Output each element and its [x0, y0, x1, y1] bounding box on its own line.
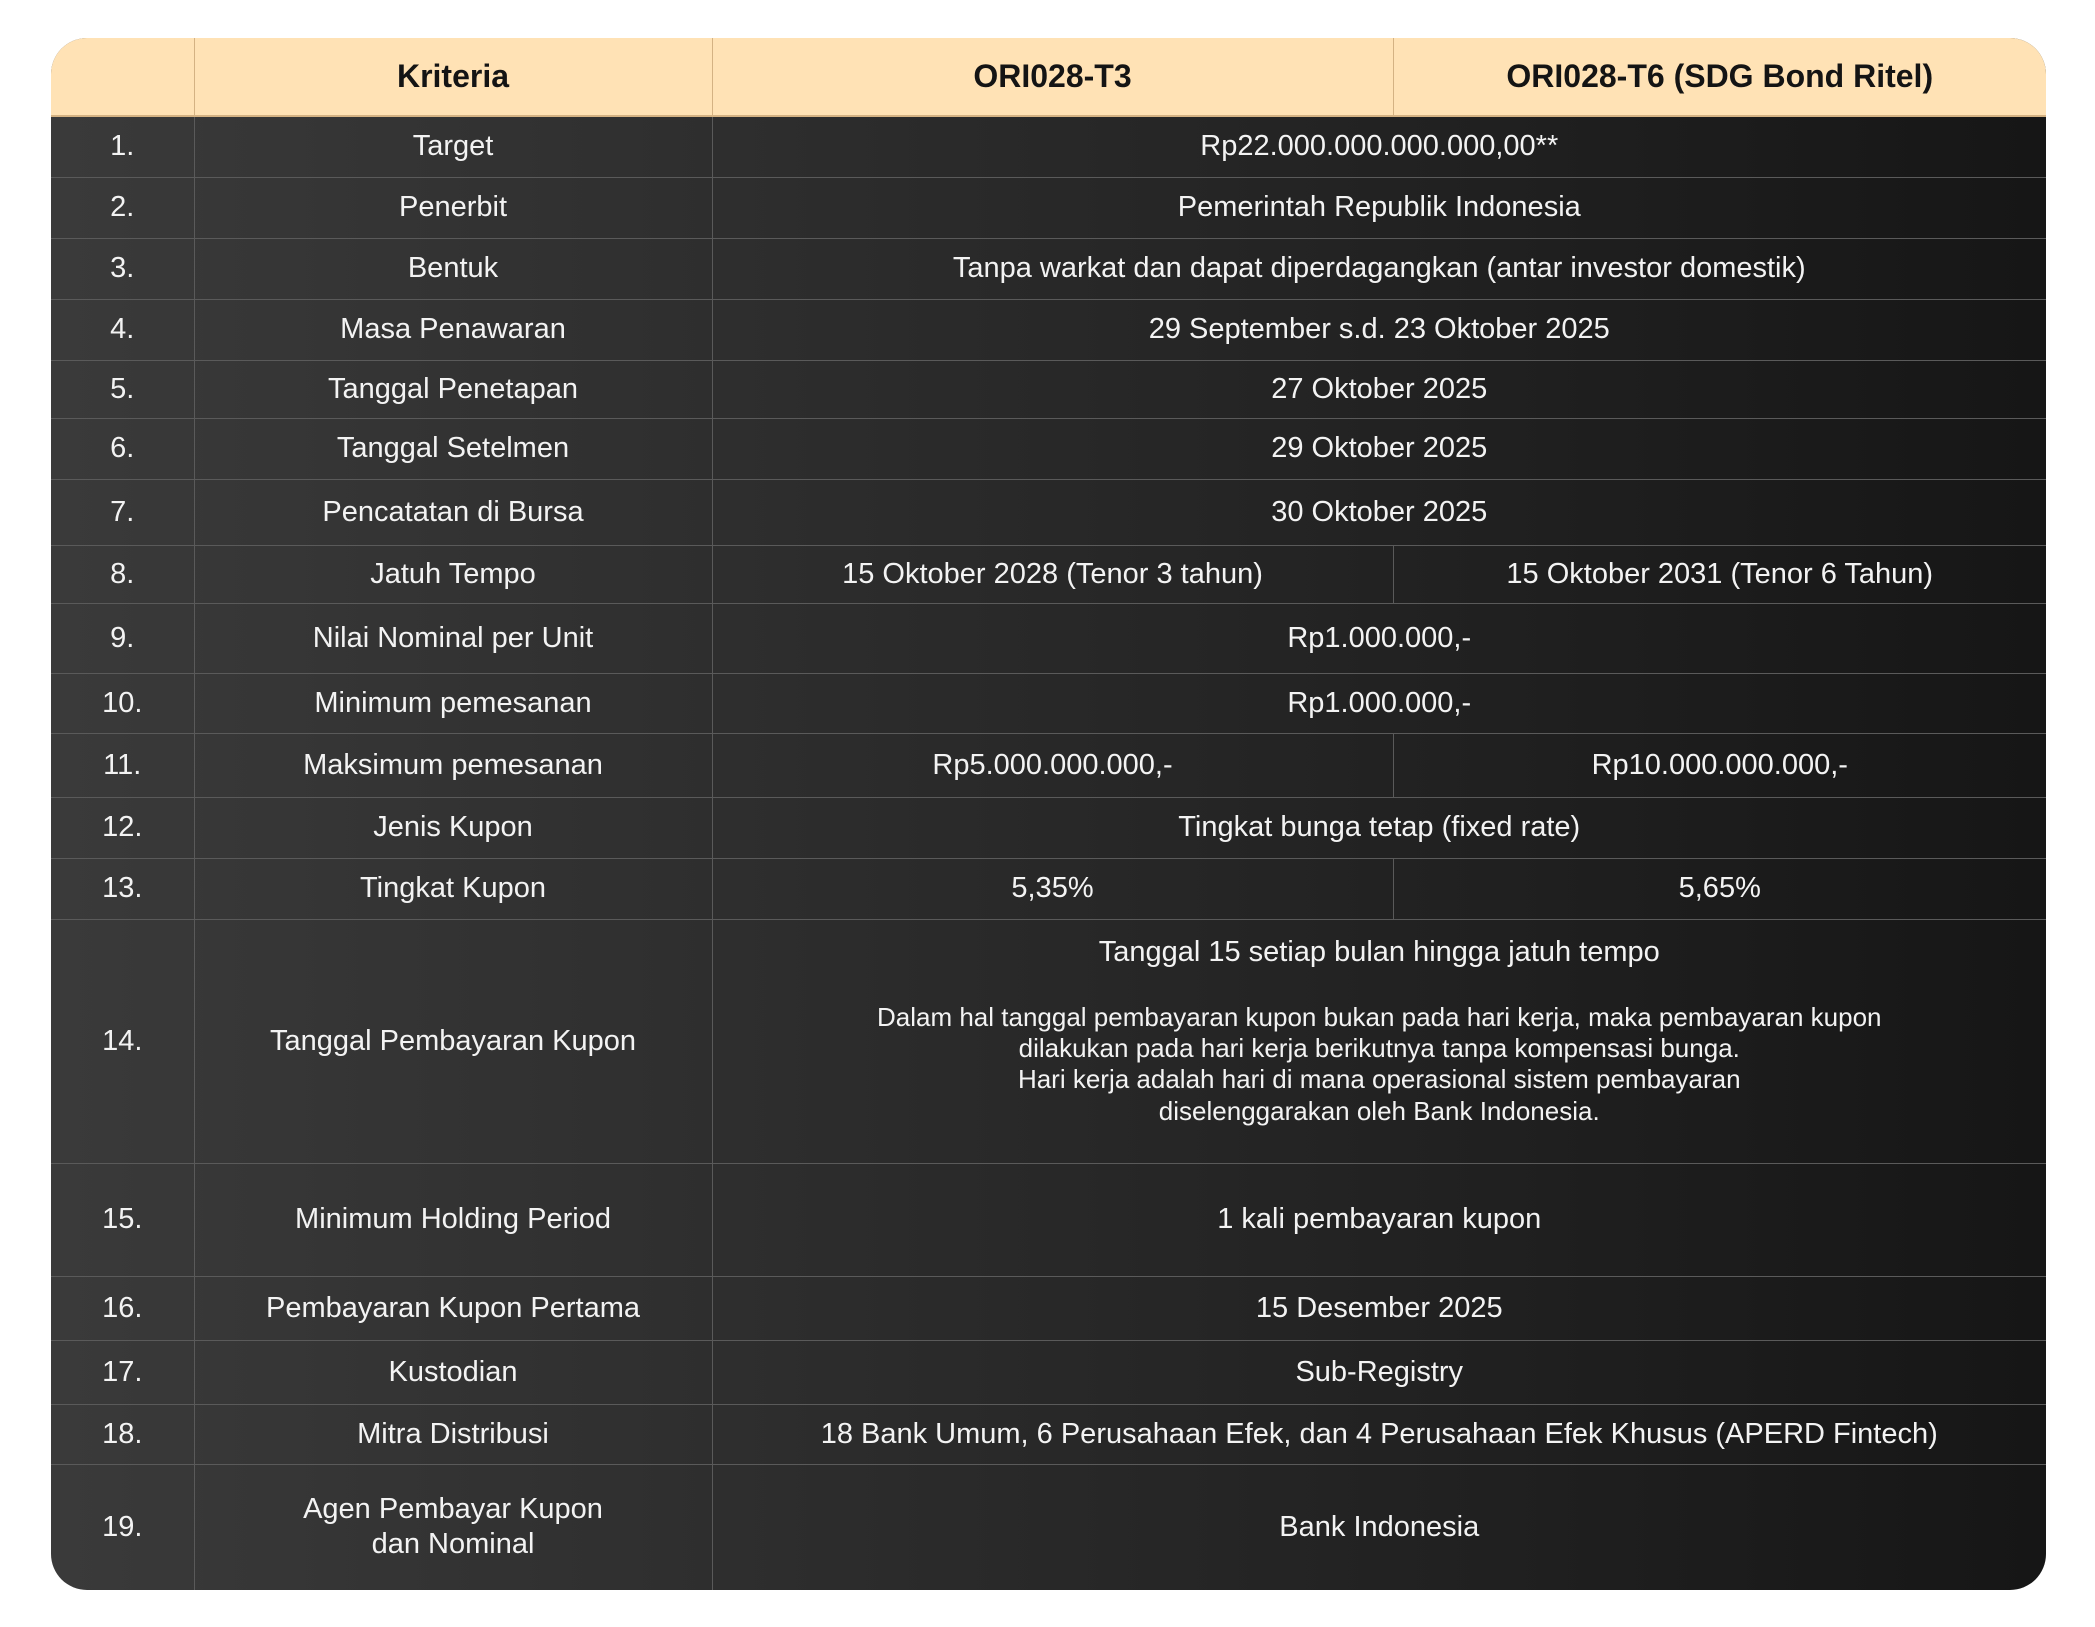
note-line: diselenggarakan oleh Bank Indonesia.: [1158, 1095, 1600, 1126]
row-label: Maksimum pemesanan: [194, 733, 712, 797]
row-value: 29 Oktober 2025: [712, 418, 2046, 479]
row-value-t6: 5,65%: [1393, 858, 2046, 919]
row-value-t6: Rp10.000.000.000,-: [1393, 733, 2046, 797]
header-ori028-t3: ORI028-T3: [712, 38, 1393, 116]
row-value: Tanggal 15 setiap bulan hingga jatuh tempo: [1098, 936, 1660, 969]
row-number: 8.: [51, 545, 194, 603]
row-number: 9.: [51, 603, 194, 673]
row-number: 15.: [51, 1163, 194, 1276]
table-row: [51, 1276, 2046, 1340]
row-number: 1.: [110, 130, 135, 163]
row-label: Tanggal Penetapan: [194, 360, 712, 418]
note-line: Dalam hal tanggal pembayaran kupon bukan pada hari kerja, maka pembayaran kupon: [876, 1002, 1882, 1033]
row-value-t3: 5,35%: [712, 858, 1393, 919]
table-row: [51, 360, 2046, 418]
row-number: 17.: [51, 1340, 194, 1404]
table-row: [51, 479, 2046, 545]
row-number: 3.: [51, 238, 194, 299]
row-value: Tingkat bunga tetap (fixed rate): [712, 797, 2046, 858]
row-label: Tingkat Kupon: [194, 858, 712, 919]
bond-spec-card: [51, 38, 2046, 1590]
row-label: Jatuh Tempo: [194, 545, 712, 603]
row-label: Jenis Kupon: [194, 797, 712, 858]
row-label: Penerbit: [194, 177, 712, 238]
row-value: 1 kali pembayaran kupon: [712, 1163, 2046, 1276]
row-number: 10.: [51, 673, 194, 733]
table-header-row: [51, 38, 2046, 116]
row-value: 27 Oktober 2025: [712, 360, 2046, 418]
row-number: 7.: [51, 479, 194, 545]
table-row: [51, 545, 2046, 603]
row-number: 6.: [51, 418, 194, 479]
table-row: [51, 177, 2046, 238]
table-row: [51, 238, 2046, 299]
row-value-t6: 15 Oktober 2031 (Tenor 6 Tahun): [1393, 545, 2046, 603]
row-number: 4.: [51, 299, 194, 360]
row-label: Target: [194, 116, 712, 177]
table-row: [51, 299, 2046, 360]
bond-spec-table: [51, 38, 2046, 1590]
row-label: Bentuk: [194, 238, 712, 299]
row-value: Pemerintah Republik Indonesia: [712, 177, 2046, 238]
row-label: [194, 1464, 712, 1590]
row-value: Tanpa warkat dan dapat diperdagangkan (antar investor domestik): [712, 238, 2046, 299]
row-value: 18 Bank Umum, 6 Perusahaan Efek, dan 4 Perusahaan Efek Khusus (APERD Fintech): [712, 1404, 2046, 1464]
table-row: [51, 116, 2046, 177]
header-kriteria: Kriteria: [194, 38, 712, 116]
row-value-t3: 15 Oktober 2028 (Tenor 3 tahun): [712, 545, 1393, 603]
row-label: Minimum Holding Period: [194, 1163, 712, 1276]
row-number: 12.: [51, 797, 194, 858]
row-label: Pencatatan di Bursa: [194, 479, 712, 545]
row-value: Rp1.000.000,-: [712, 603, 2046, 673]
row-number: 18.: [51, 1404, 194, 1464]
row-value: Sub-Registry: [712, 1340, 2046, 1404]
row-label: Masa Penawaran: [194, 299, 712, 360]
row-number: 14.: [51, 919, 194, 1163]
row-value: Rp22.000.000.000.000,00**: [712, 116, 2046, 177]
row-number: 11.: [51, 733, 194, 797]
row-number: 16.: [51, 1276, 194, 1340]
note-line: Hari kerja adalah hari di mana operasional sistem pembayaran: [1017, 1064, 1741, 1095]
table-row: [51, 673, 2046, 733]
row-value: 15 Desember 2025: [712, 1276, 2046, 1340]
row-label: Tanggal Pembayaran Kupon: [194, 919, 712, 1163]
row-label: Nilai Nominal per Unit: [194, 603, 712, 673]
row-value: 29 September s.d. 23 Oktober 2025: [712, 299, 2046, 360]
row-value: Rp1.000.000,-: [712, 673, 2046, 733]
table-row: [51, 603, 2046, 673]
row-label: Pembayaran Kupon Pertama: [194, 1276, 712, 1340]
row-value-t3: Rp5.000.000.000,-: [712, 733, 1393, 797]
table-row: [51, 1163, 2046, 1276]
header-ori028-t6: ORI028-T6 (SDG Bond Ritel): [1393, 38, 2046, 116]
table-row: [51, 733, 2046, 797]
row-label: Kustodian: [194, 1340, 712, 1404]
row-number: 19.: [51, 1464, 194, 1590]
table-row: [51, 1404, 2046, 1464]
note-line: dilakukan pada hari kerja berikutnya tanpa kompensasi bunga.: [1018, 1033, 1740, 1064]
row-value: Bank Indonesia: [712, 1464, 2046, 1590]
table-row: [51, 919, 2046, 1163]
row-value: 30 Oktober 2025: [712, 479, 2046, 545]
row-label: Tanggal Setelmen: [194, 418, 712, 479]
row-number: 2.: [51, 177, 194, 238]
header-no: [51, 38, 194, 116]
label-line: dan Nominal: [371, 1528, 535, 1561]
coupon-payment-note: [727, 1002, 2033, 1127]
row-label: Mitra Distribusi: [194, 1404, 712, 1464]
table-row: [51, 1464, 2046, 1590]
row-number: 5.: [51, 360, 194, 418]
row-number: 13.: [51, 858, 194, 919]
row-label: Minimum pemesanan: [194, 673, 712, 733]
label-line: Agen Pembayar Kupon: [303, 1493, 603, 1526]
table-row: [51, 797, 2046, 858]
table-row: [51, 418, 2046, 479]
coupon-payment-cell: [712, 919, 2046, 1163]
table-row: [51, 1340, 2046, 1404]
table-row: [51, 858, 2046, 919]
